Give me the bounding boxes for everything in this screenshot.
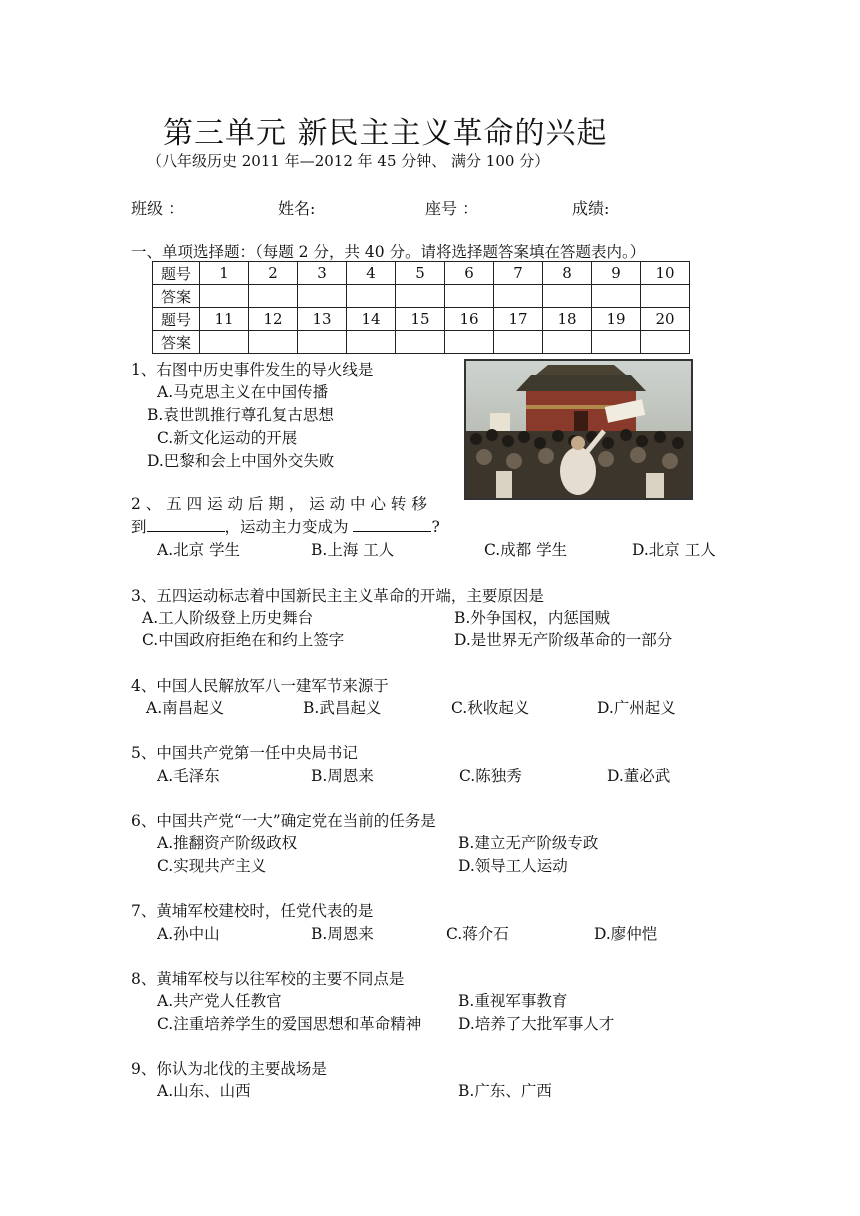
answer-table [152,261,690,354]
q6-option-a: A.推翻资产阶级政权 [157,834,298,852]
table-cell: 11 [200,308,249,331]
answer-cell[interactable] [298,285,347,308]
answer-cell[interactable] [543,331,592,354]
q2-blank-2[interactable] [353,517,431,532]
q5-option-d: D.董必武 [607,767,671,785]
question-9: 9、你认为北伐的主要战场是 [131,1060,327,1078]
table-cell: 8 [543,262,592,285]
q7-option-b: B.周恩来 [311,925,374,943]
seat-label: 座号 ： [425,199,479,218]
q4-option-a: A.南昌起义 [146,699,225,717]
q3-option-c: C.中国政府拒绝在和约上签字 [142,631,345,649]
answer-cell[interactable] [641,331,690,354]
score-label: 成绩: [572,199,610,218]
table-row [153,308,690,331]
q2-option-b: B.上海 工人 [311,541,395,559]
q3-option-d: D.是世界无产阶级革命的一部分 [454,631,673,649]
table-cell: 20 [641,308,690,331]
answer-cell[interactable] [396,331,445,354]
q2-text-pre: 到 [131,518,147,536]
section-heading: 一、单项选择题：（每题 2 分，共 40 分。请将选择题答案填在答题表内。） [131,243,646,261]
q5-option-b: B.周恩来 [311,767,374,785]
question-7: 7、黄埔军校建校时，任党代表的是 [131,902,374,920]
answer-cell[interactable] [200,331,249,354]
table-cell: 12 [249,308,298,331]
answer-cell[interactable] [445,285,494,308]
q2-option-d: D.北京 工人 [632,541,716,559]
table-header-cell: 答案 [153,331,200,354]
answer-cell[interactable] [347,285,396,308]
q3-option-a: A.工人阶级登上历史舞台 [142,609,314,627]
q7-option-d: D.廖仲恺 [594,925,658,943]
question-1: 1、右图中历史事件发生的导火线是 [131,361,374,379]
table-cell: 10 [641,262,690,285]
q1-option-a: A.马克思主义在中国传播 [157,383,329,401]
answer-cell[interactable] [543,285,592,308]
table-cell: 18 [543,308,592,331]
q3-option-b: B.外争国权，内惩国贼 [454,609,610,627]
q1-option-b: B.袁世凯推行尊孔复古思想 [147,406,334,424]
class-label: 班级 ： [131,199,185,218]
table-cell: 17 [494,308,543,331]
answer-cell[interactable] [445,331,494,354]
table-cell: 4 [347,262,396,285]
answer-cell[interactable] [494,331,543,354]
q1-option-c: C.新文化运动的开展 [157,429,298,447]
answer-cell[interactable] [641,285,690,308]
q5-option-a: A.毛泽东 [157,767,220,785]
table-cell: 2 [249,262,298,285]
q7-option-a: A.孙中山 [157,925,220,943]
q2-text-end: ? [431,518,440,536]
q4-option-b: B.武昌起义 [303,699,382,717]
q8-option-a: A.共产党人任教官 [157,992,282,1010]
table-cell: 6 [445,262,494,285]
q4-option-d: D.广州起义 [597,699,676,717]
question-4: 4、中国人民解放军八一建军节来源于 [131,677,389,695]
question-6: 6、中国共产党“一大”确定党在当前的任务是 [131,812,436,830]
q6-option-b: B.建立无产阶级专政 [458,834,599,852]
answer-cell[interactable] [396,285,445,308]
may-fourth-movement-photo [464,359,693,500]
q4-option-c: C.秋收起义 [451,699,530,717]
table-cell: 15 [396,308,445,331]
answer-cell[interactable] [200,285,249,308]
answer-cell[interactable] [347,331,396,354]
table-header-cell: 题号 [153,308,200,331]
answer-cell[interactable] [592,285,641,308]
table-cell: 5 [396,262,445,285]
answer-cell[interactable] [249,285,298,308]
table-cell: 16 [445,308,494,331]
q2-option-c: C.成都 学生 [484,541,568,559]
q9-option-b: B.广东、广西 [458,1082,552,1100]
answer-cell[interactable] [592,331,641,354]
question-5: 5、中国共产党第一任中央局书记 [131,744,358,762]
q2-blank-1[interactable] [147,517,225,532]
answer-cell[interactable] [298,331,347,354]
answer-cell[interactable] [494,285,543,308]
name-label: 姓名: [278,199,316,218]
table-row [153,285,690,308]
q6-option-c: C.实现共产主义 [157,857,267,875]
answer-cell[interactable] [249,331,298,354]
table-header-cell: 题号 [153,262,200,285]
question-3: 3、五四运动标志着中国新民主主义革命的开端，主要原因是 [131,587,544,605]
question-8: 8、黄埔军校与以往军校的主要不同点是 [131,970,405,988]
table-cell: 14 [347,308,396,331]
table-cell: 3 [298,262,347,285]
page-subtitle: （八年级历史 2011 年—2012 年 45 分钟、 满分 100 分） [147,152,550,170]
q8-option-b: B.重视军事教育 [458,992,568,1010]
q6-option-d: D.领导工人运动 [458,857,568,875]
page-title: 第三单元 新民主主义革命的兴起 [163,116,608,151]
q5-option-c: C.陈独秀 [459,767,522,785]
table-cell: 1 [200,262,249,285]
question-2: 2 、 五 四 运 动 后 期 ， 运 动 中 心 转 移 [131,495,427,513]
q7-option-c: C.蒋介石 [446,925,509,943]
q8-option-d: D.培养了大批军事人才 [458,1015,615,1033]
q2-text-mid: ，运动主力变成为 [224,518,354,536]
q8-option-c: C.注重培养学生的爱国思想和革命精神 [157,1015,422,1033]
table-row [153,262,690,285]
table-cell: 7 [494,262,543,285]
q9-option-a: A.山东、山西 [157,1082,251,1100]
table-header-cell: 答案 [153,285,200,308]
table-cell: 9 [592,262,641,285]
table-cell: 13 [298,308,347,331]
q1-option-d: D.巴黎和会上中国外交失败 [147,452,335,470]
q2-option-a: A.北京 学生 [157,541,241,559]
table-cell: 19 [592,308,641,331]
table-row [153,331,690,354]
question-2-line2 [131,515,440,537]
